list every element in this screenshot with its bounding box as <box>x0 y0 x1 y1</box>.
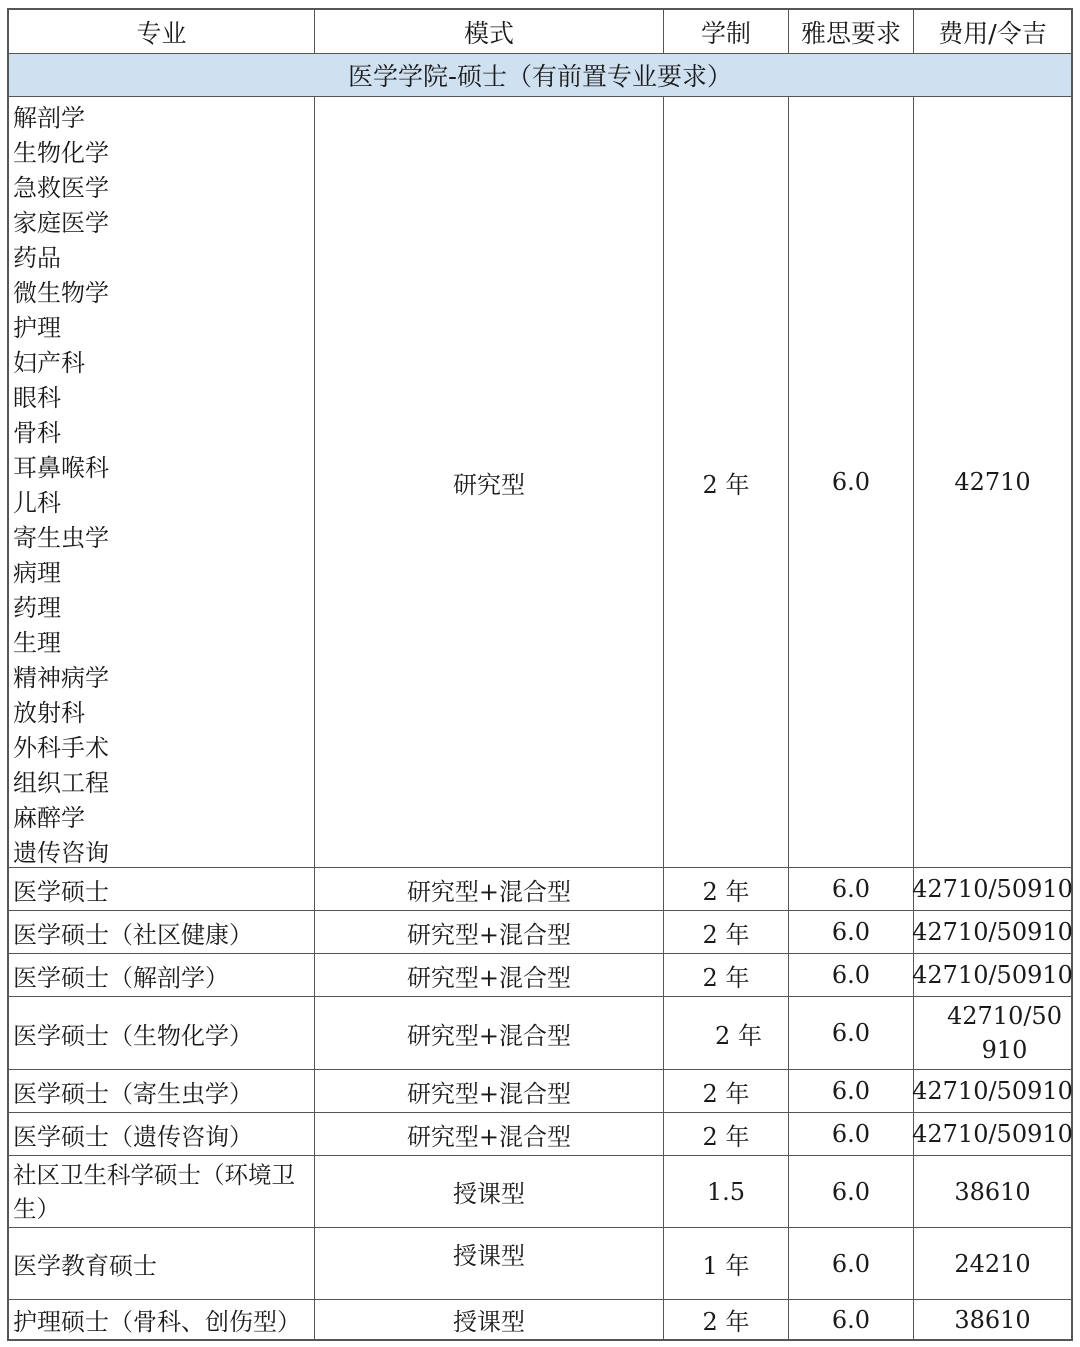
research-program-list <box>9 97 315 867</box>
row-program: 社区卫生科学硕士（环境卫生） <box>9 1156 315 1227</box>
row-duration: 2 年 <box>664 1300 789 1339</box>
row-mode: 研究型+混合型 <box>315 911 664 953</box>
row-duration: 2 年 <box>664 911 789 953</box>
row-fee: 42710/50910 <box>947 1002 1062 1064</box>
row-mode: 授课型 <box>315 1228 664 1299</box>
research-mode: 研究型 <box>315 97 664 867</box>
list-item: 精神病学 <box>13 664 109 692</box>
row-ielts: 6.0 <box>789 1113 914 1155</box>
table-row <box>9 1113 1071 1155</box>
row-mode: 研究型+混合型 <box>315 1113 664 1155</box>
research-duration: 2 年 <box>664 97 789 867</box>
row-program: 医学教育硕士 <box>9 1228 315 1299</box>
row-duration: 2 年 <box>664 1070 789 1112</box>
row-ielts: 6.0 <box>789 868 914 910</box>
table-row <box>9 954 1071 996</box>
row-ielts: 6.0 <box>789 954 914 996</box>
header-program: 专业 <box>9 10 315 53</box>
row-program: 医学硕士（遗传咨询） <box>9 1113 315 1155</box>
row-mode: 研究型+混合型 <box>315 1070 664 1112</box>
row-fee: 24210 <box>954 1249 1031 1278</box>
list-item: 耳鼻喉科 <box>13 454 109 482</box>
row-mode: 授课型 <box>315 1156 664 1227</box>
list-item: 药品 <box>13 244 61 272</box>
row-ielts: 6.0 <box>789 997 914 1069</box>
table-row <box>9 868 1071 910</box>
list-item: 生物化学 <box>13 139 109 167</box>
row-duration: 2 年 <box>664 997 789 1069</box>
research-block <box>9 97 1071 867</box>
row-mode: 研究型+混合型 <box>315 997 664 1069</box>
row-fee: 42710/50910 <box>912 918 1073 946</box>
table-row <box>9 1228 1071 1299</box>
row-fee: 42710/50910 <box>912 1120 1073 1148</box>
row-fee: 42710/50910 <box>912 961 1073 989</box>
list-item: 解剖学 <box>13 104 85 132</box>
list-item: 外科手术 <box>13 734 109 762</box>
row-program: 医学硕士 <box>9 868 315 910</box>
row-program: 护理硕士（骨科、创伤型） <box>9 1300 315 1339</box>
header-ielts: 雅思要求 <box>789 10 914 53</box>
list-item: 家庭医学 <box>13 209 109 237</box>
list-item: 骨科 <box>13 419 61 447</box>
row-mode: 研究型+混合型 <box>315 868 664 910</box>
list-item: 急救医学 <box>13 174 109 202</box>
row-program: 医学硕士（解剖学） <box>9 954 315 996</box>
row-mode: 授课型 <box>315 1300 664 1339</box>
row-duration: 2 年 <box>664 1113 789 1155</box>
table-row <box>9 911 1071 953</box>
table-row <box>9 1070 1071 1112</box>
row-duration: 2 年 <box>664 954 789 996</box>
row-program: 医学硕士（寄生虫学） <box>9 1070 315 1112</box>
table-row <box>9 1156 1071 1227</box>
row-ielts: 6.0 <box>789 1228 914 1299</box>
row-fee: 38610 <box>954 1177 1031 1206</box>
table-header <box>9 10 1071 53</box>
row-fee: 42710/50910 <box>912 875 1073 903</box>
program-table <box>7 8 1073 1341</box>
row-duration: 2 年 <box>664 868 789 910</box>
list-item: 生理 <box>13 629 61 657</box>
row-ielts: 6.0 <box>789 1156 914 1227</box>
list-item: 麻醉学 <box>13 804 85 832</box>
list-item: 护理 <box>13 314 61 342</box>
research-ielts: 6.0 <box>789 97 914 867</box>
list-item: 组织工程 <box>13 769 109 797</box>
list-item: 妇产科 <box>13 349 85 377</box>
row-ielts: 6.0 <box>789 1070 914 1112</box>
row-mode: 研究型+混合型 <box>315 954 664 996</box>
list-item: 药理 <box>13 594 61 622</box>
row-ielts: 6.0 <box>789 1300 914 1339</box>
list-item: 放射科 <box>13 699 85 727</box>
list-item: 遗传咨询 <box>13 839 109 867</box>
header-mode: 模式 <box>315 10 664 53</box>
list-item: 病理 <box>13 559 61 587</box>
row-program: 医学硕士（社区健康） <box>9 911 315 953</box>
table-row <box>9 1300 1071 1339</box>
list-item: 眼科 <box>13 384 61 412</box>
table-row <box>9 997 1071 1069</box>
list-item: 儿科 <box>13 489 61 517</box>
row-fee: 42710/50910 <box>912 1077 1073 1105</box>
list-item: 寄生虫学 <box>13 524 109 552</box>
header-fee: 费用/令吉 <box>938 18 1047 48</box>
list-item: 微生物学 <box>13 279 109 307</box>
research-fee: 42710 <box>954 468 1031 496</box>
header-duration: 学制 <box>664 10 789 53</box>
row-program: 医学硕士（生物化学） <box>9 997 315 1069</box>
row-duration: 1 年 <box>664 1228 789 1299</box>
row-fee: 38610 <box>954 1305 1031 1334</box>
row-duration: 1.5 <box>664 1156 789 1227</box>
row-ielts: 6.0 <box>789 911 914 953</box>
section-title: 医学学院-硕士（有前置专业要求） <box>9 54 1071 96</box>
